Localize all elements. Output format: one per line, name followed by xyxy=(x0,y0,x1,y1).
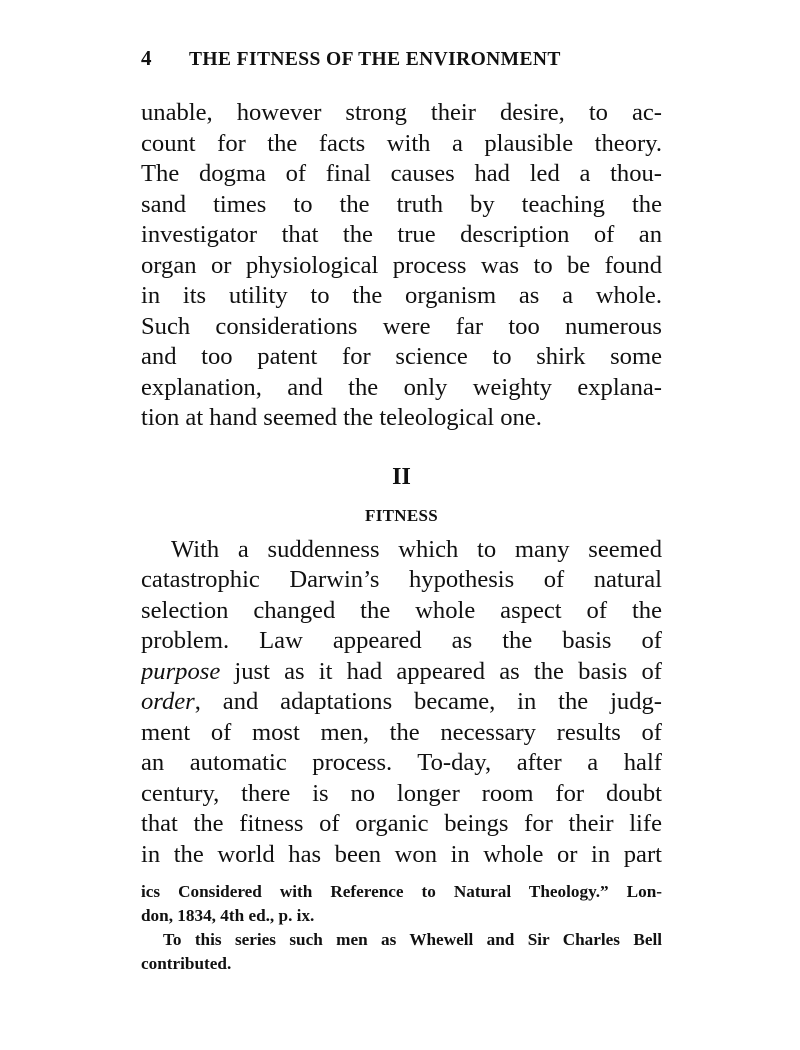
footnote-line: To this series such men as Whewell and Sir Charles Bell xyxy=(163,930,662,949)
intro-paragraph xyxy=(141,98,662,434)
text-span: , and adaptations became, in the judg- xyxy=(194,688,662,715)
section-paragraph xyxy=(141,535,662,871)
text-line: tion at hand seemed the teleological one. xyxy=(141,404,542,431)
text-line: The dogma of final causes had led a thou- xyxy=(141,160,662,187)
text-line xyxy=(141,687,662,718)
text-line: century, there is no longer room for doubt xyxy=(141,779,662,807)
text-line: ment of most men, the necessary results of xyxy=(141,718,662,746)
italic-word-purpose: purpose xyxy=(141,657,221,685)
italic-word-order: order xyxy=(141,688,195,715)
text-line: in the world has been won in whole or in part xyxy=(141,840,662,868)
text-line: unable, however strong their desire, to ac- xyxy=(141,99,662,126)
footnote-line: don, 1834, 4th ed., p. ix. xyxy=(141,906,315,925)
text-line: in its utility to the organism as a whole. xyxy=(141,282,662,309)
text-line: With a suddenness which to many seemed xyxy=(171,535,662,563)
book-page xyxy=(141,46,662,976)
text-line: that the fitness of organic beings for their life xyxy=(141,810,662,837)
text-line: count for the facts with a plausible theory. xyxy=(141,129,662,157)
section-number: II xyxy=(392,463,411,490)
text-line: explanation, and the only weighty explana- xyxy=(141,373,662,401)
footnote-line: ics Considered with Reference to Natural Theology.” Lon- xyxy=(141,882,662,901)
page-number: 4 xyxy=(141,46,152,70)
text-line: catastrophic Darwin’s hypothesis of natural xyxy=(141,566,662,593)
text-line: Such considerations were far too numerous xyxy=(141,312,662,340)
text-line: and too patent for science to shirk some xyxy=(141,343,662,370)
footnotes xyxy=(141,880,662,976)
running-title: THE FITNESS OF THE ENVIRONMENT xyxy=(189,49,561,70)
text-line: investigator that the true description of an xyxy=(141,221,662,248)
text-line: problem. Law appeared as the basis of xyxy=(141,627,662,654)
text-line: sand times to the truth by teaching the xyxy=(141,190,662,218)
text-line xyxy=(141,657,662,688)
section-title: FITNESS xyxy=(365,505,438,525)
text-span: just as it had appeared as the basis of xyxy=(220,657,662,685)
text-line: organ or physiological process was to be found xyxy=(141,251,662,279)
running-header xyxy=(141,46,662,76)
text-line: selection changed the whole aspect of the xyxy=(141,596,662,624)
text-line: an automatic process. To-day, after a half xyxy=(141,749,662,776)
footnote-line: contributed. xyxy=(141,954,232,973)
